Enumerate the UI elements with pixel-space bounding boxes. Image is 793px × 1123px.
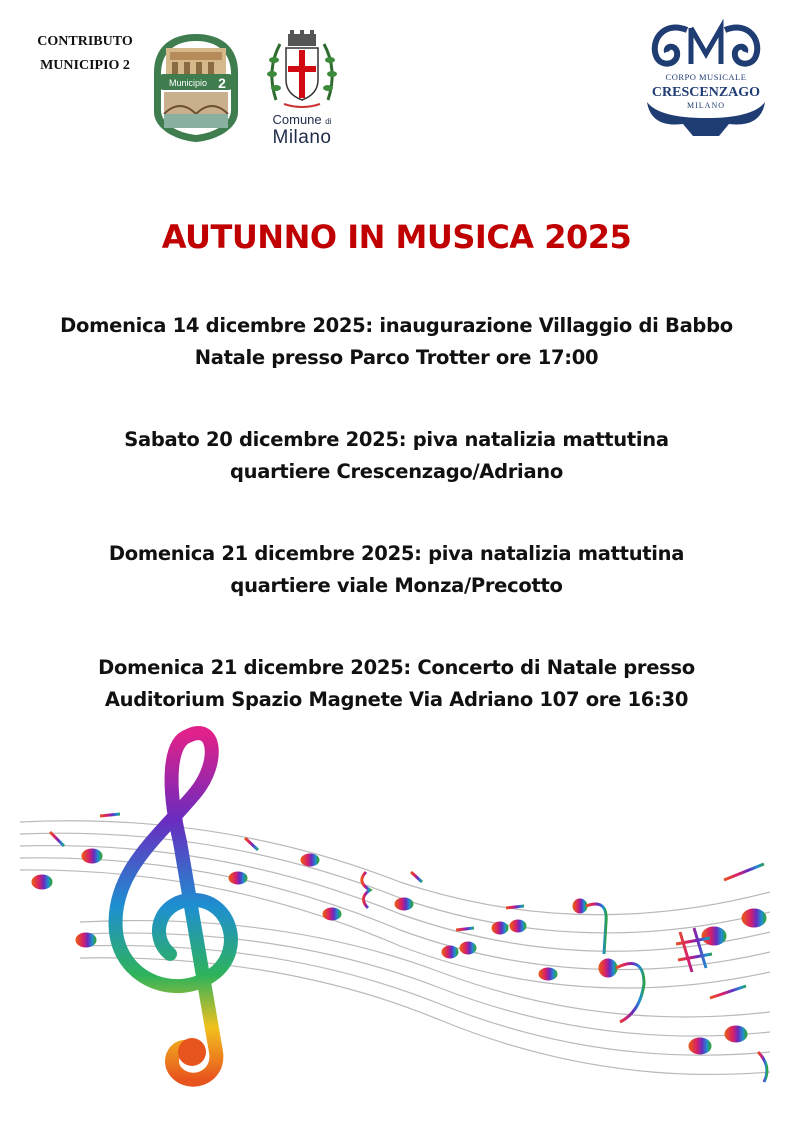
- event-line-2: quartiere Crescenzago/Adriano: [230, 460, 563, 483]
- event-item-1: [0, 310, 793, 374]
- crescenzago-name-text: CRESCENZAGO: [651, 85, 761, 100]
- event-item-2: [0, 424, 793, 488]
- event-item-4: [0, 652, 793, 716]
- crescenzago-city-text: MILANO: [687, 101, 725, 110]
- event-line-1: Domenica 14 dicembre 2025: inaugurazione Villaggio di Babbo: [60, 314, 733, 337]
- municipio-logo-number: 2: [218, 75, 226, 91]
- municipio-2-logo: [150, 32, 242, 144]
- contributo-line-1: CONTRIBUTO: [37, 34, 133, 49]
- event-line-2: Natale presso Parco Trotter ore 17:00: [194, 346, 599, 369]
- crescenzago-top-text: CORPO MUSICALE: [665, 72, 747, 82]
- contributo-line-2: MUNICIPIO 2: [40, 58, 130, 73]
- comune-di-milano-logo: [262, 30, 342, 148]
- event-line-2: Auditorium Spazio Magnete Via Adriano 107 ore 16:30: [104, 688, 689, 711]
- event-item-3: [0, 538, 793, 602]
- comune-di: di: [325, 117, 332, 126]
- comune-word: Comune: [272, 112, 322, 127]
- corpo-musicale-crescenzago-logo: [643, 18, 769, 144]
- event-line-2: quartiere viale Monza/Precotto: [230, 574, 563, 597]
- comune-city: Milano: [272, 127, 332, 148]
- treble-clef-icon: [116, 733, 231, 1080]
- municipio-logo-text: Municipio: [168, 78, 208, 88]
- contributo-label: [30, 30, 140, 78]
- event-line-1: Domenica 21 dicembre 2025: Concerto di Natale presso: [98, 656, 695, 679]
- event-line-1: Sabato 20 dicembre 2025: piva natalizia mattutina: [124, 428, 669, 451]
- comune-label: [262, 112, 342, 127]
- music-notes-illustration: [20, 722, 780, 1112]
- event-line-1: Domenica 21 dicembre 2025: piva natalizia mattutina: [108, 542, 685, 565]
- event-title: AUTUNNO IN MUSICA 2025: [161, 218, 632, 256]
